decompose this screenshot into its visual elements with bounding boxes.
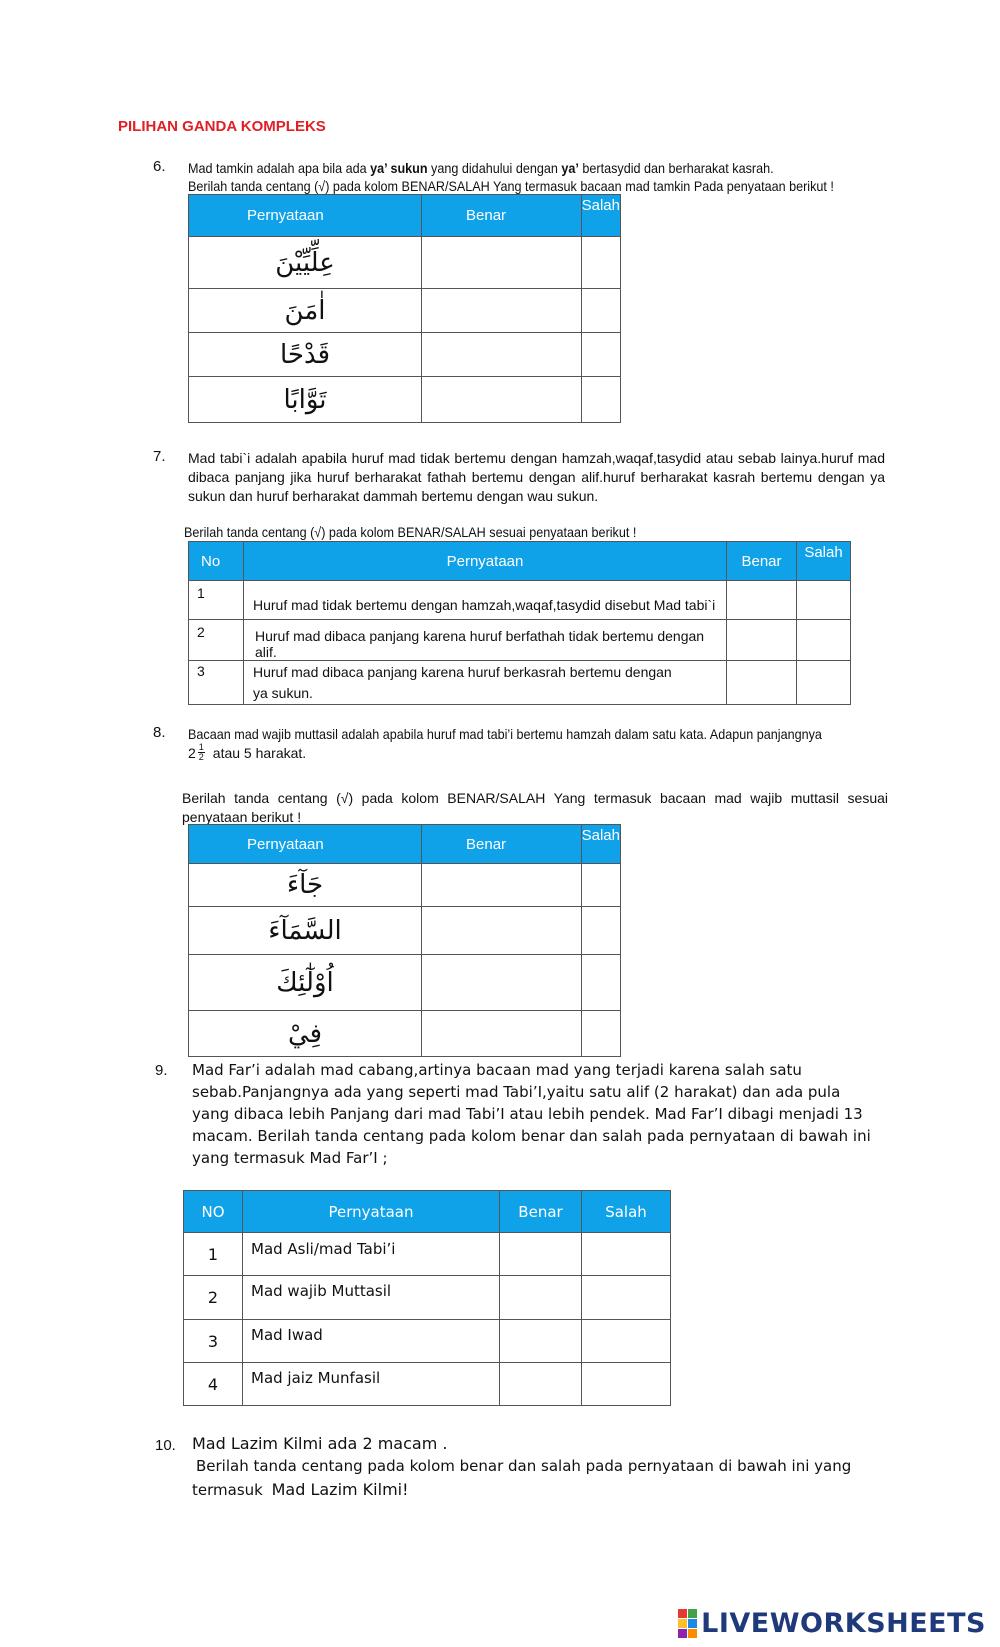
- question-6-number: 6.: [153, 158, 166, 175]
- q8-row-2-word: السَّمَآءَ: [189, 907, 422, 955]
- q9-row-1-no: 1: [184, 1233, 243, 1276]
- question-10-line1: Mad Lazim Kilmi ada 2 macam .: [192, 1434, 448, 1453]
- q6-text-a: Mad tamkin adalah apa bila ada: [188, 160, 371, 176]
- question-10-line2: Berilah tanda centang pada kolom benar dan salah pada pernyataan di bawah ini yang: [196, 1457, 852, 1475]
- q8-length-rest: atau 5 harakat.: [212, 744, 307, 761]
- q9-row-3-benar-cell[interactable]: [500, 1320, 582, 1363]
- q10-line3-b: Mad Lazim Kilmi!: [271, 1480, 409, 1499]
- q9-row-4-salah-cell[interactable]: [582, 1363, 671, 1406]
- question-9-number: 9.: [155, 1062, 168, 1079]
- liveworksheets-logo: [678, 1608, 986, 1639]
- q7-row-1-salah-cell[interactable]: [797, 581, 851, 620]
- q7-row-1-text: Huruf mad tidak bertemu dengan hamzah,waqaf,tasydid disebut Mad tabi`i: [244, 581, 727, 620]
- q6-header-benar: Benar: [422, 195, 582, 237]
- q6-text-d: ya’: [561, 160, 579, 176]
- logo-mark-icon: [678, 1609, 697, 1638]
- question-7-table: [188, 541, 851, 705]
- q6-header-salah: Salah: [581, 195, 620, 237]
- q8-row-2-salah-cell[interactable]: [581, 907, 620, 955]
- q6-row-2-word: اٰمَنَ: [189, 289, 422, 333]
- q7-row-2-text: Huruf mad dibaca panjang karena huruf berfathah tidak bertemu dengan alif.: [244, 620, 727, 661]
- q9-row-4-benar-cell[interactable]: [500, 1363, 582, 1406]
- q8-row-1-salah-cell[interactable]: [581, 864, 620, 907]
- question-10-line3: [192, 1480, 409, 1499]
- q9-row-4-text: Mad jaiz Munfasil: [243, 1363, 500, 1406]
- q8-row-1-word: جَآءَ: [189, 864, 422, 907]
- q10-line3-a: termasuk: [192, 1481, 268, 1499]
- q7-row-3-salah-cell[interactable]: [797, 661, 851, 705]
- logo-square-5: [678, 1629, 687, 1638]
- q7-row-2-benar-cell[interactable]: [727, 620, 797, 661]
- q6-header-pernyataan: Pernyataan: [189, 195, 422, 237]
- q8-header-salah: Salah: [581, 825, 620, 864]
- q9-row-3-text: Mad Iwad: [243, 1320, 500, 1363]
- q9-row-2-salah-cell[interactable]: [582, 1276, 671, 1320]
- q6-row-1-word: عِلِّيِّيْنَ: [189, 237, 422, 289]
- q9-row-1-salah-cell[interactable]: [582, 1233, 671, 1276]
- q8-row-3-salah-cell[interactable]: [581, 955, 620, 1011]
- question-8-number: 8.: [153, 724, 166, 741]
- q8-row-4-salah-cell[interactable]: [581, 1011, 620, 1057]
- q6-row-1-benar-cell[interactable]: [422, 237, 582, 289]
- q8-row-3-benar-cell[interactable]: [422, 955, 582, 1011]
- q9-row-2-text: Mad wajib Muttasil: [243, 1276, 500, 1320]
- q6-row-4-salah-cell[interactable]: [581, 377, 620, 423]
- q6-row-4-word: تَوَّابًا: [189, 377, 422, 423]
- question-7-text: Mad tabi`i adalah apabila huruf mad tidak bertemu dengan hamzah,waqaf,tasydid atau sebab lainya.huruf mad dibaca panjang jika huruf berharakat fathah bertemu dengan alif.huruf berharakat kasrah bertemu dengan ya sukun dan huruf berharakat dammah bertemu dengan wau sukun.: [188, 450, 885, 504]
- question-10-number: 10.: [155, 1437, 176, 1454]
- q9-row-3-no: 3: [184, 1320, 243, 1363]
- q7-row-3-no: 3: [189, 661, 244, 705]
- q7-row-1-no: 1: [189, 581, 244, 620]
- logo-square-1: [678, 1609, 687, 1618]
- q9-row-1-text: Mad Asli/mad Tabi’i: [243, 1233, 500, 1276]
- q8-row-4-word: فِيْ: [189, 1011, 422, 1057]
- question-8-length: [188, 743, 306, 762]
- q8-header-benar: Benar: [422, 825, 582, 864]
- question-7-number: 7.: [153, 448, 166, 465]
- question-8-instruction: Berilah tanda centang (√) pada kolom BENAR/SALAH Yang termasuk bacaan mad wajib muttasil sesuai penyataan berikut !: [182, 790, 888, 825]
- q6-row-4-benar-cell[interactable]: [422, 377, 582, 423]
- q6-text-c: yang didahului dengan: [427, 160, 562, 176]
- q6-row-2-salah-cell[interactable]: [581, 289, 620, 333]
- q8-row-4-benar-cell[interactable]: [422, 1011, 582, 1057]
- q6-text-b: ya’ sukun: [370, 160, 428, 176]
- q8-fraction: [198, 743, 205, 762]
- q7-header-pernyataan: Pernyataan: [244, 542, 727, 581]
- logo-text: LIVEWORKSHEETS: [701, 1608, 986, 1639]
- q7-row-3-text: Huruf mad dibaca panjang karena huruf berkasrah bertemu dengan ya sukun.: [244, 661, 727, 705]
- question-6-line1: [188, 160, 774, 176]
- logo-square-4: [688, 1619, 697, 1628]
- question-8-table: [188, 824, 621, 1057]
- question-6-instruction: Berilah tanda centang (√) pada kolom BENAR/SALAH Yang termasuk bacaan mad tamkin Pada penyataan berikut !: [188, 178, 834, 194]
- q8-fraction-num: 1: [198, 742, 204, 752]
- q9-header-salah: Salah: [582, 1191, 671, 1233]
- logo-square-2: [688, 1609, 697, 1618]
- q9-header-pernyataan: Pernyataan: [243, 1191, 500, 1233]
- q6-row-3-word: قَدْحًا: [189, 333, 422, 377]
- logo-square-6: [688, 1629, 697, 1638]
- q7-row-1-benar-cell[interactable]: [727, 581, 797, 620]
- q9-header-benar: Benar: [500, 1191, 582, 1233]
- q6-row-3-salah-cell[interactable]: [581, 333, 620, 377]
- q6-row-2-benar-cell[interactable]: [422, 289, 582, 333]
- q9-row-1-benar-cell[interactable]: [500, 1233, 582, 1276]
- q9-row-2-no: 2: [184, 1276, 243, 1320]
- q9-header-no: NO: [184, 1191, 243, 1233]
- question-7-instruction: Berilah tanda centang (√) pada kolom BENAR/SALAH sesuai penyataan berikut !: [184, 524, 637, 540]
- q7-header-benar: Benar: [727, 542, 797, 581]
- q7-header-no: No: [189, 542, 244, 581]
- q6-text-e: bertasydid dan berharakat kasrah.: [578, 160, 774, 176]
- q6-row-1-salah-cell[interactable]: [581, 237, 620, 289]
- q7-header-salah: Salah: [797, 542, 851, 581]
- question-9-text: Mad Far’i adalah mad cabang,artinya bacaan mad yang terjadi karena salah satu sebab.Panjangnya ada yang seperti mad Tabi’I,yaitu satu alif (2 harakat) dan ada pula yang dibaca lebih Panjang dari mad Tabi’I atau lebih pendek. Mad Far’I dibagi menjadi 13 macam. Berilah tanda centang pada kolom benar dan salah pada pernyataan di bawah ini yang termasuk Mad Far’I ;: [192, 1061, 871, 1167]
- q9-row-4-no: 4: [184, 1363, 243, 1406]
- q7-row-2-salah-cell[interactable]: [797, 620, 851, 661]
- q8-row-1-benar-cell[interactable]: [422, 864, 582, 907]
- q8-header-pernyataan: Pernyataan: [189, 825, 422, 864]
- q9-row-2-benar-cell[interactable]: [500, 1276, 582, 1320]
- q8-fraction-den: 2: [198, 752, 204, 762]
- q9-row-3-salah-cell[interactable]: [582, 1320, 671, 1363]
- q6-row-3-benar-cell[interactable]: [422, 333, 582, 377]
- question-9-table: [183, 1190, 671, 1406]
- q7-row-2-no: 2: [189, 620, 244, 661]
- q8-row-2-benar-cell[interactable]: [422, 907, 582, 955]
- q7-row-3-benar-cell[interactable]: [727, 661, 797, 705]
- q8-row-3-word: اُوْلٰٓئِكَ: [189, 955, 422, 1011]
- q8-length-whole: 2: [188, 744, 196, 761]
- section-title: PILIHAN GANDA KOMPLEKS: [118, 118, 326, 135]
- logo-square-3: [678, 1619, 687, 1628]
- question-8-text: Bacaan mad wajib muttasil adalah apabila huruf mad tabi’i bertemu hamzah dalam satu kata. Adapun panjangnya: [188, 726, 822, 742]
- question-6-table: [188, 194, 621, 423]
